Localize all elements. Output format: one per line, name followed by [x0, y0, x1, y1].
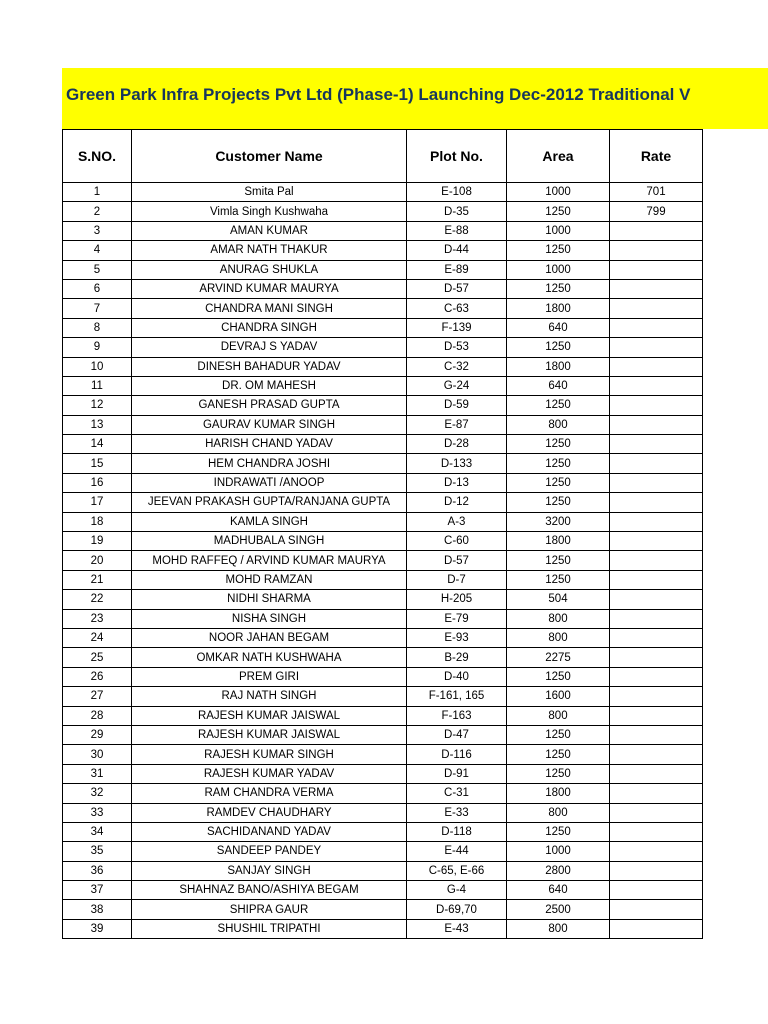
- table-row: [63, 745, 703, 764]
- table-row: [63, 900, 703, 919]
- cell-customer-name[interactable]: JEEVAN PRAKASH GUPTA/RANJANA GUPTA: [132, 493, 407, 512]
- cell-customer-name[interactable]: SACHIDANAND YADAV: [132, 822, 407, 841]
- cell-area[interactable]: 1250: [507, 570, 610, 589]
- cell-plot-no[interactable]: D-40: [407, 667, 507, 686]
- cell-customer-name[interactable]: MOHD RAFFEQ / ARVIND KUMAR MAURYA: [132, 551, 407, 570]
- cell-sno[interactable]: 33: [63, 803, 132, 822]
- cell-plot-no[interactable]: E-43: [407, 919, 507, 938]
- cell-sno[interactable]: 37: [63, 881, 132, 900]
- cell-customer-name[interactable]: DINESH BAHADUR YADAV: [132, 357, 407, 376]
- cell-plot-no[interactable]: D-57: [407, 551, 507, 570]
- cell-customer-name[interactable]: RAJESH KUMAR SINGH: [132, 745, 407, 764]
- cell-rate[interactable]: [610, 512, 703, 531]
- cell-sno[interactable]: 36: [63, 861, 132, 880]
- cell-sno[interactable]: 31: [63, 764, 132, 783]
- cell-area[interactable]: 1250: [507, 454, 610, 473]
- cell-rate[interactable]: [610, 435, 703, 454]
- header-area[interactable]: Area: [507, 130, 610, 183]
- cell-customer-name[interactable]: AMAN KUMAR: [132, 221, 407, 240]
- cell-area[interactable]: 800: [507, 415, 610, 434]
- cell-area[interactable]: 800: [507, 706, 610, 725]
- cell-area[interactable]: 1250: [507, 473, 610, 492]
- sheet-title: Green Park Infra Projects Pvt Ltd (Phase-1) Launching Dec-2012 Traditional V: [66, 85, 691, 104]
- cell-customer-name[interactable]: CHANDRA MANI SINGH: [132, 299, 407, 318]
- table-row: [63, 473, 703, 492]
- cell-sno[interactable]: 38: [63, 900, 132, 919]
- table-row: [63, 202, 703, 221]
- cell-plot-no[interactable]: H-205: [407, 590, 507, 609]
- cell-area[interactable]: 1600: [507, 687, 610, 706]
- cell-rate[interactable]: 701: [610, 183, 703, 202]
- cell-rate[interactable]: [610, 764, 703, 783]
- cell-plot-no[interactable]: D-59: [407, 396, 507, 415]
- table-row: [63, 532, 703, 551]
- cell-customer-name[interactable]: RAMDEV CHAUDHARY: [132, 803, 407, 822]
- table-row: [63, 376, 703, 395]
- cell-rate[interactable]: [610, 493, 703, 512]
- cell-customer-name[interactable]: GAURAV KUMAR SINGH: [132, 415, 407, 434]
- cell-plot-no[interactable]: D-28: [407, 435, 507, 454]
- cell-sno[interactable]: 14: [63, 435, 132, 454]
- table-row: [63, 221, 703, 240]
- cell-customer-name[interactable]: MADHUBALA SINGH: [132, 532, 407, 551]
- table-row: [63, 822, 703, 841]
- cell-sno[interactable]: 34: [63, 822, 132, 841]
- table-row: [63, 241, 703, 260]
- cell-area[interactable]: 1250: [507, 202, 610, 221]
- cell-sno[interactable]: 6: [63, 279, 132, 298]
- cell-plot-no[interactable]: E-87: [407, 415, 507, 434]
- cell-sno[interactable]: 10: [63, 357, 132, 376]
- cell-area[interactable]: 640: [507, 881, 610, 900]
- cell-rate[interactable]: [610, 667, 703, 686]
- cell-plot-no[interactable]: C-65, E-66: [407, 861, 507, 880]
- cell-sno[interactable]: 16: [63, 473, 132, 492]
- table-row: [63, 725, 703, 744]
- cell-rate[interactable]: [610, 822, 703, 841]
- cell-customer-name[interactable]: PREM GIRI: [132, 667, 407, 686]
- cell-rate[interactable]: [610, 376, 703, 395]
- cell-area[interactable]: 1000: [507, 183, 610, 202]
- cell-sno[interactable]: 19: [63, 532, 132, 551]
- cell-area[interactable]: 3200: [507, 512, 610, 531]
- cell-rate[interactable]: [610, 299, 703, 318]
- cell-sno[interactable]: 4: [63, 241, 132, 260]
- cell-customer-name[interactable]: ARVIND KUMAR MAURYA: [132, 279, 407, 298]
- cell-plot-no[interactable]: D-91: [407, 764, 507, 783]
- header-sno[interactable]: S.NO.: [63, 130, 132, 183]
- cell-sno[interactable]: 29: [63, 725, 132, 744]
- cell-plot-no[interactable]: E-88: [407, 221, 507, 240]
- cell-rate[interactable]: [610, 919, 703, 938]
- title-banner: [62, 68, 768, 129]
- cell-sno[interactable]: 11: [63, 376, 132, 395]
- cell-rate[interactable]: [610, 687, 703, 706]
- cell-area[interactable]: 1000: [507, 221, 610, 240]
- table-row: [63, 318, 703, 337]
- cell-rate[interactable]: [610, 357, 703, 376]
- cell-rate[interactable]: [610, 648, 703, 667]
- table-row: [63, 803, 703, 822]
- cell-rate[interactable]: 799: [610, 202, 703, 221]
- cell-area[interactable]: 1000: [507, 260, 610, 279]
- cell-rate[interactable]: [610, 803, 703, 822]
- cell-plot-no[interactable]: C-32: [407, 357, 507, 376]
- table-row: [63, 357, 703, 376]
- cell-area[interactable]: 800: [507, 628, 610, 647]
- table-row: [63, 667, 703, 686]
- cell-sno[interactable]: 39: [63, 919, 132, 938]
- cell-rate[interactable]: [610, 900, 703, 919]
- cell-customer-name[interactable]: SANDEEP PANDEY: [132, 842, 407, 861]
- cell-customer-name[interactable]: Smita Pal: [132, 183, 407, 202]
- cell-area[interactable]: 1250: [507, 822, 610, 841]
- cell-area[interactable]: 1000: [507, 842, 610, 861]
- cell-customer-name[interactable]: INDRAWATI /ANOOP: [132, 473, 407, 492]
- cell-plot-no[interactable]: E-33: [407, 803, 507, 822]
- cell-customer-name[interactable]: GANESH PRASAD GUPTA: [132, 396, 407, 415]
- table-row: [63, 570, 703, 589]
- cell-plot-no[interactable]: F-163: [407, 706, 507, 725]
- cell-rate[interactable]: [610, 241, 703, 260]
- cell-sno[interactable]: 35: [63, 842, 132, 861]
- cell-area[interactable]: 504: [507, 590, 610, 609]
- cell-rate[interactable]: [610, 454, 703, 473]
- cell-customer-name[interactable]: NOOR JAHAN BEGAM: [132, 628, 407, 647]
- cell-plot-no[interactable]: D-47: [407, 725, 507, 744]
- cell-rate[interactable]: [610, 415, 703, 434]
- cell-customer-name[interactable]: Vimla Singh Kushwaha: [132, 202, 407, 221]
- cell-area[interactable]: 1800: [507, 532, 610, 551]
- table-row: [63, 338, 703, 357]
- cell-rate[interactable]: [610, 551, 703, 570]
- header-rate[interactable]: Rate: [610, 130, 703, 183]
- cell-sno[interactable]: 20: [63, 551, 132, 570]
- cell-customer-name[interactable]: SHIPRA GAUR: [132, 900, 407, 919]
- cell-rate[interactable]: [610, 861, 703, 880]
- table-row: [63, 435, 703, 454]
- cell-customer-name[interactable]: RAJESH KUMAR YADAV: [132, 764, 407, 783]
- cell-customer-name[interactable]: HARISH CHAND YADAV: [132, 435, 407, 454]
- cell-area[interactable]: 1250: [507, 338, 610, 357]
- cell-area[interactable]: 640: [507, 318, 610, 337]
- cell-plot-no[interactable]: E-89: [407, 260, 507, 279]
- cell-area[interactable]: 800: [507, 919, 610, 938]
- cell-sno[interactable]: 28: [63, 706, 132, 725]
- cell-plot-no[interactable]: D-118: [407, 822, 507, 841]
- cell-area[interactable]: 1250: [507, 279, 610, 298]
- table-row: [63, 861, 703, 880]
- table-row: [63, 454, 703, 473]
- cell-area[interactable]: 2500: [507, 900, 610, 919]
- cell-customer-name[interactable]: RAJESH KUMAR JAISWAL: [132, 725, 407, 744]
- cell-rate[interactable]: [610, 745, 703, 764]
- table-row: [63, 648, 703, 667]
- cell-area[interactable]: 1250: [507, 764, 610, 783]
- table-row: [63, 706, 703, 725]
- table-row: [63, 415, 703, 434]
- cell-sno[interactable]: 27: [63, 687, 132, 706]
- table-row: [63, 590, 703, 609]
- cell-customer-name[interactable]: HEM CHANDRA JOSHI: [132, 454, 407, 473]
- table-row: [63, 784, 703, 803]
- header-row: [63, 130, 703, 183]
- cell-plot-no[interactable]: G-24: [407, 376, 507, 395]
- cell-customer-name[interactable]: CHANDRA SINGH: [132, 318, 407, 337]
- cell-sno[interactable]: 1: [63, 183, 132, 202]
- table-row: [63, 609, 703, 628]
- cell-customer-name[interactable]: DR. OM MAHESH: [132, 376, 407, 395]
- cell-rate[interactable]: [610, 221, 703, 240]
- cell-area[interactable]: 1250: [507, 241, 610, 260]
- cell-rate[interactable]: [610, 881, 703, 900]
- cell-sno[interactable]: 9: [63, 338, 132, 357]
- cell-customer-name[interactable]: RAM CHANDRA VERMA: [132, 784, 407, 803]
- cell-sno[interactable]: 3: [63, 221, 132, 240]
- cell-customer-name[interactable]: NIDHI SHARMA: [132, 590, 407, 609]
- cell-rate[interactable]: [610, 570, 703, 589]
- cell-sno[interactable]: 5: [63, 260, 132, 279]
- cell-area[interactable]: 1250: [507, 745, 610, 764]
- cell-area[interactable]: 1250: [507, 667, 610, 686]
- cell-sno[interactable]: 12: [63, 396, 132, 415]
- cell-area[interactable]: 1250: [507, 551, 610, 570]
- cell-customer-name[interactable]: SHAHNAZ BANO/ASHIYA BEGAM: [132, 881, 407, 900]
- cell-plot-no[interactable]: D-13: [407, 473, 507, 492]
- cell-sno[interactable]: 8: [63, 318, 132, 337]
- cell-plot-no[interactable]: E-79: [407, 609, 507, 628]
- cell-sno[interactable]: 24: [63, 628, 132, 647]
- cell-rate[interactable]: [610, 609, 703, 628]
- table-row: [63, 299, 703, 318]
- cell-plot-no[interactable]: E-108: [407, 183, 507, 202]
- cell-plot-no[interactable]: D-44: [407, 241, 507, 260]
- cell-customer-name[interactable]: KAMLA SINGH: [132, 512, 407, 531]
- cell-plot-no[interactable]: D-116: [407, 745, 507, 764]
- cell-sno[interactable]: 23: [63, 609, 132, 628]
- cell-sno[interactable]: 26: [63, 667, 132, 686]
- cell-area[interactable]: 1250: [507, 725, 610, 744]
- cell-plot-no[interactable]: D-69,70: [407, 900, 507, 919]
- cell-rate[interactable]: [610, 279, 703, 298]
- cell-sno[interactable]: 22: [63, 590, 132, 609]
- table-row: [63, 628, 703, 647]
- cell-rate[interactable]: [610, 396, 703, 415]
- cell-plot-no[interactable]: D-12: [407, 493, 507, 512]
- cell-customer-name[interactable]: SHUSHIL TRIPATHI: [132, 919, 407, 938]
- cell-plot-no[interactable]: C-63: [407, 299, 507, 318]
- cell-area[interactable]: 800: [507, 609, 610, 628]
- cell-area[interactable]: 1250: [507, 435, 610, 454]
- cell-area[interactable]: 1800: [507, 784, 610, 803]
- table-row: [63, 260, 703, 279]
- cell-sno[interactable]: 17: [63, 493, 132, 512]
- cell-customer-name[interactable]: RAJESH KUMAR JAISWAL: [132, 706, 407, 725]
- cell-customer-name[interactable]: NISHA SINGH: [132, 609, 407, 628]
- cell-area[interactable]: 2800: [507, 861, 610, 880]
- cell-rate[interactable]: [610, 338, 703, 357]
- cell-customer-name[interactable]: ANURAG SHUKLA: [132, 260, 407, 279]
- cell-plot-no[interactable]: F-139: [407, 318, 507, 337]
- cell-plot-no[interactable]: B-29: [407, 648, 507, 667]
- cell-customer-name[interactable]: AMAR NATH THAKUR: [132, 241, 407, 260]
- table-body: [63, 183, 703, 939]
- cell-rate[interactable]: [610, 260, 703, 279]
- cell-plot-no[interactable]: D-35: [407, 202, 507, 221]
- cell-plot-no[interactable]: A-3: [407, 512, 507, 531]
- table-row: [63, 183, 703, 202]
- cell-rate[interactable]: [610, 590, 703, 609]
- header-plot-no[interactable]: Plot No.: [407, 130, 507, 183]
- cell-area[interactable]: 2275: [507, 648, 610, 667]
- cell-plot-no[interactable]: C-60: [407, 532, 507, 551]
- cell-sno[interactable]: 30: [63, 745, 132, 764]
- cell-rate[interactable]: [610, 318, 703, 337]
- cell-plot-no[interactable]: E-44: [407, 842, 507, 861]
- cell-plot-no[interactable]: F-161, 165: [407, 687, 507, 706]
- cell-rate[interactable]: [610, 532, 703, 551]
- cell-rate[interactable]: [610, 842, 703, 861]
- cell-plot-no[interactable]: E-93: [407, 628, 507, 647]
- table-row: [63, 764, 703, 783]
- table-row: [63, 512, 703, 531]
- cell-area[interactable]: 640: [507, 376, 610, 395]
- cell-area[interactable]: 1800: [507, 357, 610, 376]
- cell-sno[interactable]: 18: [63, 512, 132, 531]
- cell-area[interactable]: 1250: [507, 396, 610, 415]
- cell-plot-no[interactable]: D-53: [407, 338, 507, 357]
- cell-plot-no[interactable]: D-57: [407, 279, 507, 298]
- cell-rate[interactable]: [610, 628, 703, 647]
- cell-sno[interactable]: 15: [63, 454, 132, 473]
- cell-customer-name[interactable]: OMKAR NATH KUSHWAHA: [132, 648, 407, 667]
- cell-customer-name[interactable]: DEVRAJ S YADAV: [132, 338, 407, 357]
- cell-sno[interactable]: 7: [63, 299, 132, 318]
- table-row: [63, 493, 703, 512]
- cell-plot-no[interactable]: D-7: [407, 570, 507, 589]
- cell-plot-no[interactable]: C-31: [407, 784, 507, 803]
- cell-sno[interactable]: 13: [63, 415, 132, 434]
- header-customer-name[interactable]: Customer Name: [132, 130, 407, 183]
- cell-customer-name[interactable]: MOHD RAMZAN: [132, 570, 407, 589]
- table-row: [63, 279, 703, 298]
- cell-rate[interactable]: [610, 784, 703, 803]
- cell-plot-no[interactable]: G-4: [407, 881, 507, 900]
- table-row: [63, 842, 703, 861]
- cell-area[interactable]: 800: [507, 803, 610, 822]
- table-row: [63, 881, 703, 900]
- cell-sno[interactable]: 21: [63, 570, 132, 589]
- cell-customer-name[interactable]: RAJ NATH SINGH: [132, 687, 407, 706]
- cell-sno[interactable]: 2: [63, 202, 132, 221]
- customer-table: [62, 129, 703, 939]
- cell-sno[interactable]: 32: [63, 784, 132, 803]
- cell-area[interactable]: 1800: [507, 299, 610, 318]
- cell-rate[interactable]: [610, 725, 703, 744]
- cell-sno[interactable]: 25: [63, 648, 132, 667]
- table-row: [63, 551, 703, 570]
- cell-area[interactable]: 1250: [507, 493, 610, 512]
- cell-rate[interactable]: [610, 473, 703, 492]
- table-row: [63, 919, 703, 938]
- table-row: [63, 396, 703, 415]
- cell-rate[interactable]: [610, 706, 703, 725]
- cell-customer-name[interactable]: SANJAY SINGH: [132, 861, 407, 880]
- cell-plot-no[interactable]: D-133: [407, 454, 507, 473]
- table-row: [63, 687, 703, 706]
